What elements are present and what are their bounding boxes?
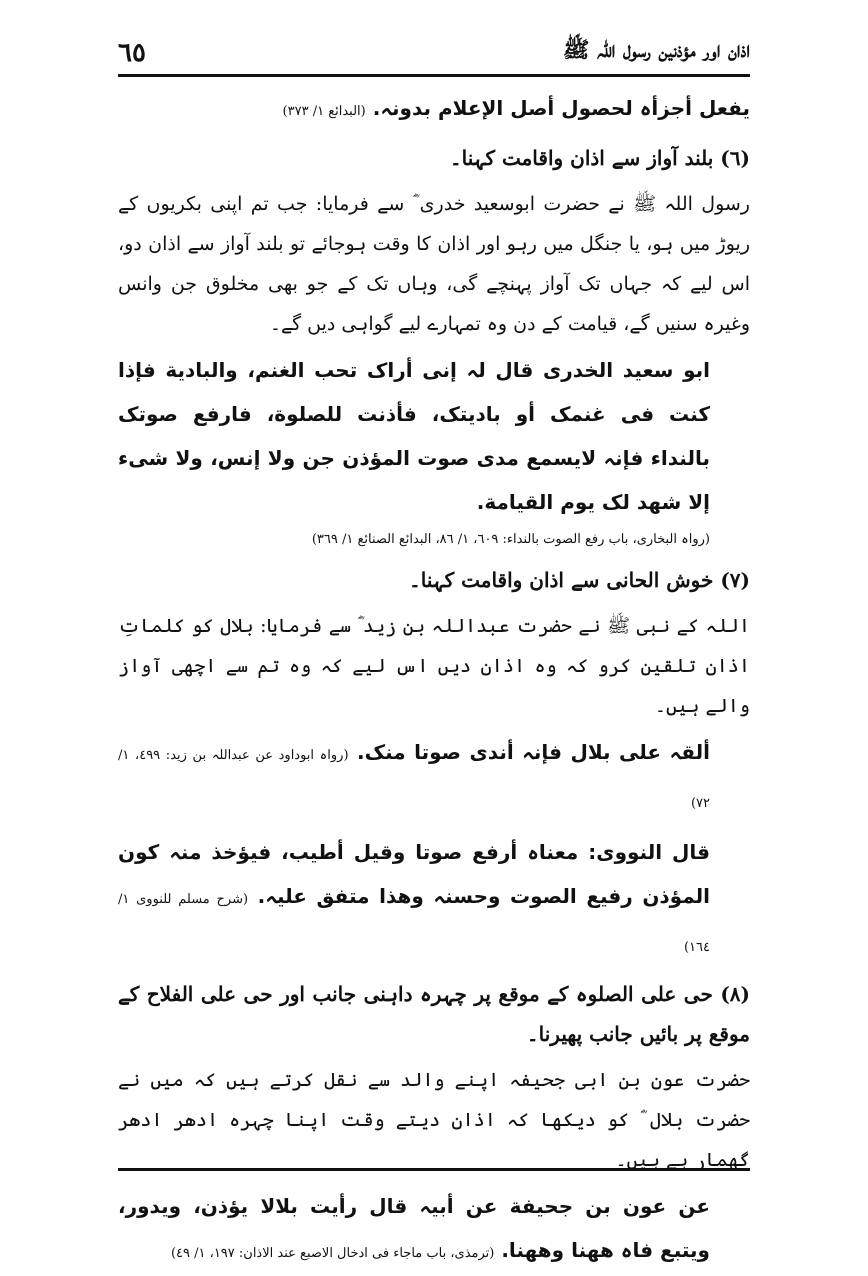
running-title: اذان اور مؤذنین رسول اللہ ﷺ xyxy=(562,37,750,63)
arabic-commentary-7 xyxy=(118,830,750,970)
page-number: ٦٥ xyxy=(118,38,146,68)
arabic-hadith-8 xyxy=(118,1184,750,1276)
section-heading-6: (٦) بلند آواز سے اذان واقامت کہنا۔ xyxy=(449,146,750,170)
arabic-text: عن عون بن جحیفة عن أبیہ قال رأیت بلالا یؤذن، ویدور، ویتبع فاہ ھھنا وھھنا. xyxy=(118,1194,710,1262)
header-rule xyxy=(118,74,750,77)
section-heading-7: (٧) خوش الحانی سے اذان واقامت کہنا۔ xyxy=(409,568,750,592)
page-body xyxy=(118,86,750,1262)
page-header xyxy=(118,26,750,68)
reference: (رواہ ابوداود عن عبداللہ بن زید: ٤٩٩، ١/ ٧٢) xyxy=(118,748,710,811)
reference: (ترمذی، باب ماجاء فی ادخال الاصبع عند الاذان: ١٩٧، ١/ ٤٩) xyxy=(170,1246,495,1261)
paragraph-6: رسول اللہ ﷺ نے حضرت ابوسعید خدری ؓ سے فرمایا: جب تم اپنی بکریوں کے ریوڑ میں ہو، یا جنگل میں رہو اور اذان کا وقت ہوجائے تو بلند آواز سے اذان دو، اس لیے کہ جہاں تک آواز پہنچے گی، وہاں تک کے جو بھی مخلوق جن وانس وغیرہ سنیں گے، قیامت کے دن وہ تمہارے لیے گواہی دیں گے۔ xyxy=(118,193,750,335)
footer-rule xyxy=(118,1168,750,1171)
arabic-text: یفعل أجزأہ لحصول أصل الإعلام بدونہ. xyxy=(372,96,750,120)
citation-6: (رواہ البخاری، باب رفع الصوت بالنداء: ٦٠٩، ١/ ٨٦، البدائع الصنائع ١/ ٣٦٩) xyxy=(311,532,710,547)
arabic-text: قال النووی: معناہ أرفع صوتا وقیل أطیب، فیؤخذ منہ کون المؤذن رفیع الصوت وحسنہ وھذا متفق علیہ. xyxy=(118,840,710,908)
section-heading-8: (٨) حی علی الصلوہ کے موقع پر چہرہ داہنی جانب اور حی علی الفلاح کے موقع پر بائیں جانب پھیرنا۔ xyxy=(118,982,750,1046)
arabic-text-opening xyxy=(118,86,750,134)
arabic-hadith-6: ابو سعید الخدری قال لہ إنی أراک تحب الغنم، والبادیة فإذا کنت فی غنمک أو بادیتک، فأذنت للصلوة، فارفع صوتک بالنداء فإنہ لایسمع مدی صوت المؤذن جن ولا إنس، ولا شیء إلا شھد لک یوم القیامة. xyxy=(118,358,710,514)
reference: (شرح مسلم للنووی ١/ ١٦٤) xyxy=(118,892,710,955)
reference: (البدائع ۱/ ۳۷۳) xyxy=(282,104,366,119)
paragraph-8: حضرت عون بن ابی جحیفہ اپنے والد سے نقل کرتے ہیں کہ میں نے حضرت بلال ؓ کو دیکھا کہ اذان دیتے وقت اپنا چہرہ ادھر ادھر گھمار ہے ہیں۔ xyxy=(118,1069,750,1171)
arabic-hadith-7 xyxy=(118,730,750,826)
paragraph-7: اللہ کے نبی ﷺ نے حضرت عبداللہ بن زید ؓ سے فرمایا: بلال کو کلماتِ اذان تلقین کرو کہ وہ اذان دیں اس لیے کہ وہ تم سے اچھی آواز والے ہیں۔ xyxy=(118,615,750,717)
arabic-text: ألقہ علی بلال فإنہ أندی صوتا منک. xyxy=(357,740,711,764)
